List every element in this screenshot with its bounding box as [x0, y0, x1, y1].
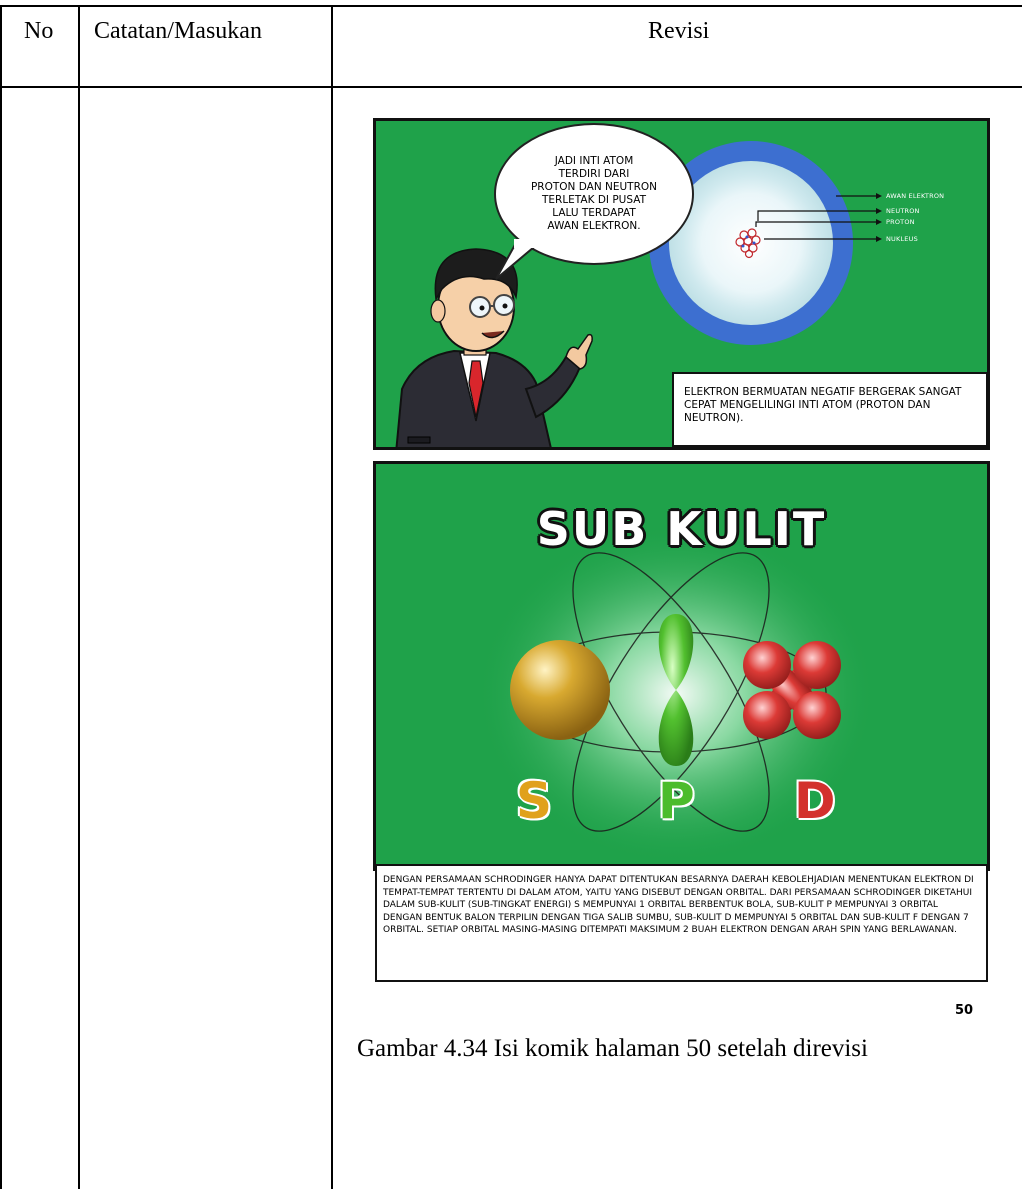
atom-label-neutron: NEUTRON — [886, 207, 920, 215]
speech-bubble-text: JADI INTI ATOM TERDIRI DARI PROTON DAN NEUTRON TERLETAK DI PUSAT LALU TERDAPAT AWAN ELEKTRON. — [530, 155, 658, 232]
table-top-border — [0, 5, 1022, 7]
figure-caption: Gambar 4.34 Isi komik halaman 50 setelah direvisi — [357, 1035, 868, 1062]
atom-label-electron-cloud: AWAN ELEKTRON — [886, 192, 945, 200]
table-left-border — [0, 5, 2, 1189]
table-col-divider-1 — [78, 5, 80, 1189]
speech-bubble-tail — [494, 239, 554, 299]
table-header-divider — [0, 86, 1022, 88]
atom-label-nucleus: NUKLEUS — [886, 235, 918, 243]
header-revision: Revisi — [648, 18, 710, 44]
letter-s: S — [516, 772, 553, 830]
panel-bottom-caption — [375, 864, 988, 982]
comic-panel-sub-shell — [373, 461, 990, 871]
panel-bottom-caption-text: DENGAN PERSAMAAN SCHRODINGER HANYA DAPAT DITENTUKAN BESARNYA DAERAH KEBOLEHJADIAN MENENTUKAN ELEKTRON DI TEMPAT-TEMPAT TERTENTU DI DALAM ATOM, YAITU YANG DISEBUT DENGAN ORBITAL. DARI PERSAMAAN SCHRODINGER DIKETAHUI DALAM SUB-KULIT (SUB-TINGKAT ENERGI) S MEMPUNYAI 1 ORBITAL BERBENTUK BOLA, SUB-KULIT P MEMPUNYAI 3 ORBITAL DENGAN BENTUK BALON TERPILIN DENGAN TIGA SALIB SUMBU, SUB-KULIT D MEMPUNYAI 5 ORBITAL DAN SUB-KULIT F DENGAN 7 ORBITAL. SETIAP ORBITAL MASING-MASING DITEMPATI MAKSIMUM 2 BUAH ELEKTRON DENGAN ARAH SPIN YANG BERLAWANAN. — [383, 875, 974, 935]
letter-d: D — [794, 772, 836, 830]
panel-top-caption-text: ELEKTRON BERMUATAN NEGATIF BERGERAK SANGAT CEPAT MENGELILINGI INTI ATOM (PROTON DAN NEUTRON). — [684, 386, 962, 424]
atom-label-proton: PROTON — [886, 218, 915, 226]
s-orbital-shape — [510, 640, 610, 740]
header-notes: Catatan/Masukan — [94, 18, 262, 44]
comic-page-number: 50 — [955, 1003, 974, 1018]
panel-top-caption — [672, 372, 988, 447]
comic-panel-atom — [373, 118, 990, 450]
table-col-divider-2 — [331, 5, 333, 1189]
header-no: No — [24, 18, 54, 44]
sub-shell-title: SUB KULIT — [536, 502, 827, 556]
letter-p: P — [658, 772, 695, 830]
